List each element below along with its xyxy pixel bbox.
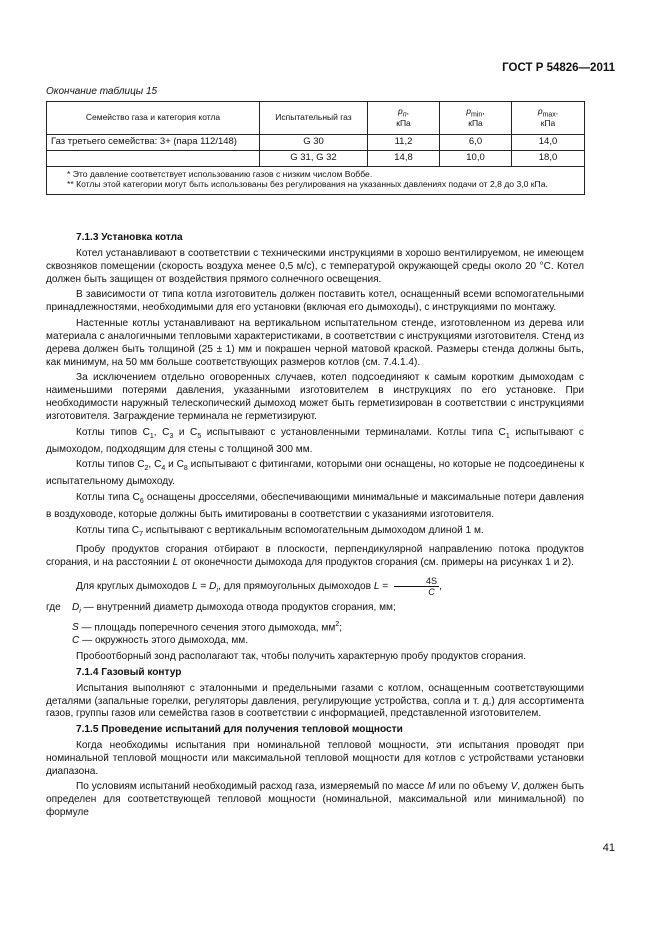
table-footnotes [47,166,585,194]
paragraph: За исключением отдельно оговоренных случаев, котел подсоединяют к самым коротким дымоходам с наименьшими потерями давления, указанными изготовителем в инструкциях по его установке. При необходимости наружный телескопический дымоход может быть герметизирован в соответствии с инструкциями изготовителя. Заграждение терминала не герметизируют. [46,372,584,422]
paragraph: Котлы типа $С_7$ испытывают с вертикальным вспомогательным дымоходом длиной 1 м. [76,524,484,538]
cell-gas: G 30 [260,135,368,151]
paragraph: Котел устанавливают в соответствии с техническими инструкциями в хорошо вентилируемом, не имеющем сквозняков помещении (скорость воздуха менее 0,5 м/с), с температурой окружающей среды около 20 °С. Котел должен быть защищен от воздействия прямого солнечного освещения. [46,247,584,285]
cell-pmax: 18,0 [512,150,585,166]
paragraph: По условиям испытаний необходимый расход газа, измеряемый по массе M или по объему V, должен быть определен для соответствующей тепловой мощности (номинальной, максимальной или минимальной) по формуле [46,781,584,819]
paragraph: Настенные котлы устанавливают на вертикальном испытательном стенде, изготовленном из дерева или материала с аналогичными тепловыми характеристиками, в соответствии с инструкциями изготовителя. Стенд из дерева должен быть толщиной (25 ± 1) мм и покрашен черной матовой краской. Размеры стенда должны быть, как минимум, на 50 мм больше соответствующих размеров котлов (см. 7.4.1.4). [46,317,584,368]
section-heading-7-1-4: 7.1.4 Газовый контур [76,666,182,678]
section-heading-7-1-5: 7.1.5 Проведение испытаний для получения тепловой мощности [76,724,403,736]
cell-pmin: 6,0 [440,135,512,151]
document-body [46,232,584,823]
col-header-pmin: $p_{min}$, кПа [440,102,512,135]
paragraph: Пробоотборный зонд располагают так, чтобы получить характерную пробу продуктов сгорания. [76,651,526,663]
paragraph: В зависимости от типа котла изготовитель должен поставить котел, оснащенный всеми вспомогательными принадлежностями, необходимыми для его установки (включая его дымоходы), с инструкциями по монтажу. [46,289,584,314]
formula-fraction: $\frac{4S}{C}$ [394,576,439,597]
page-number: 41 [602,842,615,854]
definition-line: S — площадь поперечного сечения этого дымохода, $мм^2$; [72,621,342,634]
cell-pn: 11,2 [368,135,440,151]
cell-gas: G 31, G 32 [260,150,368,166]
paragraph: Когда необходимы испытания при номинальной тепловой мощности, эти испытания проводят при номинальной тепловой мощности или максимальной тепловой мощности для котлов с устройствами установки диапазона. [46,739,584,777]
cell-family [47,150,260,166]
paragraph: Котлы типов $С_1$, $С_3$ и $С_5$ испытывают с установленными терминалами. Котлы типа $С_1$ испытывают с дымоходом, подходящим для стены с толщиной 300 мм. [46,426,584,455]
definition-line: где $D_i$ — внутренний диаметр дымохода отвода продуктов сгорания, мм; [46,602,396,616]
cell-family: Газ третьего семейства: 3+ (пара 112/148) [47,135,260,151]
table-footnotes-row [47,166,585,194]
paragraph: Испытания выполняют с эталонными и предельными газами с котлом, оснащенным соответствующими деталями (запальные горелки, регуляторы давления, регулирующие устройства, сопла и т. д.) для ассортимента газов, группы газов или семейства газов в соответствии с информацией, представленной изготовителем. [46,682,584,720]
paragraph: Котлы типов $С_2$, $С_4$ и $С_8$ испытывают с фитингами, которыми они оснащены, но которые не подсоединены к испытательному дымоходу. [46,459,584,488]
gas-table [46,101,585,195]
table-row [47,150,585,166]
footnote-1: * Это давление соответствует использованию газов с низким числом Воббе. [67,168,373,179]
table-header-row [47,102,585,135]
section-heading-7-1-3: 7.1.3 Установка котла [76,232,183,243]
paragraph: Пробу продуктов сгорания отбирают в плоскости, перпендикулярной направлению потока продуктов сгорания, и на расстоянии L от оконечности дымохода для продуктов сгорания (см. примеры на рисунках 1 и 2). [46,544,584,569]
footnote-2: ** Котлы этой категории могут быть использованы без регулирования на указанных давлениях подачи от 2,8 до 3,0 кПа. [67,178,548,189]
cell-pn: 14,8 [368,150,440,166]
table-caption: Окончание таблицы 15 [46,86,158,97]
col-header-family: Семейство газа и категория котла [47,102,260,135]
col-header-pmax: $p_{max}$, кПа [512,102,585,135]
cell-pmin: 10,0 [440,150,512,166]
col-header-pn: $p_п$, кПа [368,102,440,135]
formula-line: Для круглых дымоходов $L = D_i$, для прямоугольных дымоходов L = $\frac{4S}{C}$ , [76,576,442,598]
col-header-test-gas: Испытательный газ [260,102,368,135]
definition-line: C — окружность этого дымохода, мм. [72,635,248,647]
cell-pmax: 14,0 [512,135,585,151]
table-row [47,135,585,151]
paragraph: Котлы типа $С_6$ оснащены дросселями, обеспечивающими минимальные и максимальные потери давления в воздуховоде, которые должны быть имитированы в соответствии с указаниями изготовителя. [46,491,584,520]
standard-number: ГОСТ Р 54826—2011 [502,62,615,74]
